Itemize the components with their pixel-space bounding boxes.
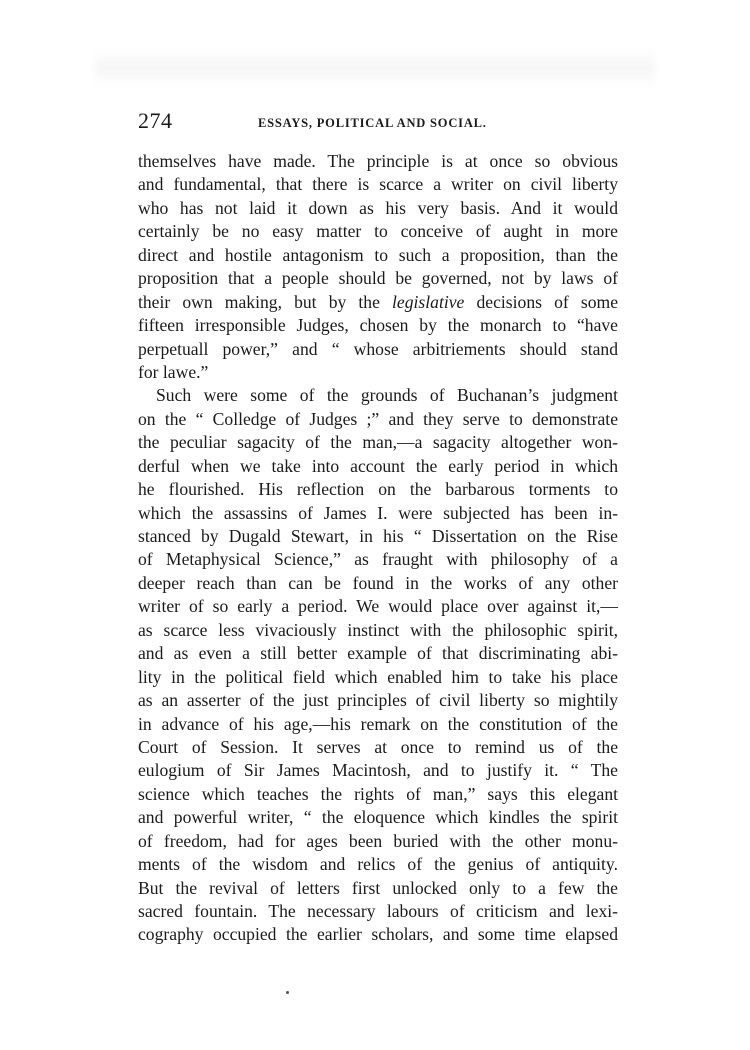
- italic-word: legislative: [392, 291, 465, 312]
- text-line: ments of the wisdom and relics of the genius of antiquity.: [138, 854, 618, 875]
- text-line: and powerful writer, “ the eloquence which kindles the spirit: [138, 807, 618, 828]
- running-head: ESSAYS, POLITICAL AND SOCIAL.: [258, 116, 487, 130]
- page-edge-shadow: [95, 48, 655, 88]
- text-line: who has not laid it down as his very basis. And it would: [138, 197, 618, 218]
- page-number: 274: [138, 108, 173, 133]
- text-line: writer of so early a period. We would place over against it,—: [138, 596, 618, 617]
- body-text: [138, 150, 618, 947]
- text-line: derful when we take into account the early period in which: [138, 455, 618, 476]
- text-line: stanced by Dugald Stewart, in his “ Dissertation on the Rise: [138, 526, 618, 546]
- text-line: science which teaches the rights of man,” says this elegant: [138, 783, 618, 804]
- text-line: of freedom, had for ages been buried with the other monu-: [138, 830, 618, 851]
- text-line: their own making, but by the legislative decisions of some: [138, 291, 619, 312]
- text-line: the peculiar sagacity of the man,—a sagacity altogether won-: [138, 432, 618, 453]
- text-line: proposition that a people should be governed, not by laws of: [138, 268, 618, 289]
- text-line: themselves have made. The principle is at once so obvious: [138, 151, 618, 171]
- text-line: perpetuall power,” and “ whose arbitriements should stand: [138, 338, 618, 359]
- text-line: of Metaphysical Science,” as fraught with philosophy of a: [138, 549, 618, 570]
- text-line: which the assassins of James I. were subjected has been in-: [138, 502, 618, 523]
- text-line: as scarce less vivaciously instinct with the philosophic spirit,: [138, 619, 618, 640]
- text-line: fifteen irresponsible Judges, chosen by the monarch to “have: [138, 315, 618, 336]
- text-line: on the “ Colledge of Judges ;” and they serve to demonstrate: [138, 408, 618, 429]
- text-line: sacred fountain. The necessary labours of criticism and lexi-: [138, 901, 618, 921]
- text-line: and fundamental, that there is scarce a writer on civil liberty: [138, 174, 618, 195]
- text-line: direct and hostile antagonism to such a proposition, than the: [138, 244, 618, 265]
- text-line: deeper reach than can be found in the works of any other: [138, 572, 618, 593]
- text-line: cography occupied the earlier scholars, and some time elapsed: [138, 924, 618, 945]
- page-header: [138, 108, 618, 138]
- text-line: for lawe.”: [138, 361, 209, 382]
- text-line: lity in the political field which enabled him to take his place: [138, 666, 618, 687]
- text-line: eulogium of Sir James Macintosh, and to justify it. “ The: [138, 760, 618, 781]
- text-line: as an asserter of the just principles of civil liberty so mightily: [138, 690, 618, 711]
- text-line: But the revival of letters first unlocked only to a few the: [138, 877, 618, 898]
- text-line: certainly be no easy matter to conceive of aught in more: [138, 221, 618, 242]
- text-line: in advance of his age,—his remark on the constitution of the: [138, 713, 618, 734]
- text-line: Such were some of the grounds of Buchanan’s judgment: [156, 385, 618, 406]
- text-line: he flourished. His reflection on the barbarous torments to: [138, 479, 618, 500]
- text-line: Court of Session. It serves at once to remind us of the: [138, 736, 618, 757]
- text-line: and as even a still better example of that discriminating abi-: [138, 643, 618, 664]
- speck: [286, 991, 289, 994]
